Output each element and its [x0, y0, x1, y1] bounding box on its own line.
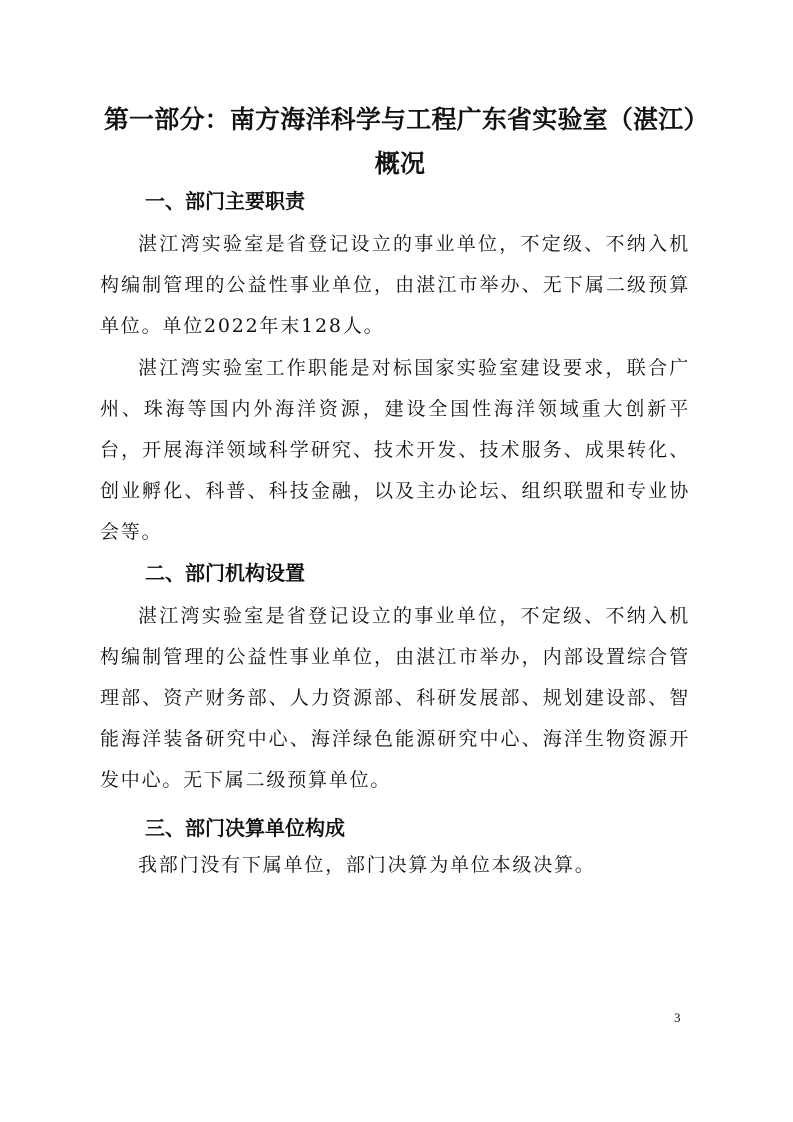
page-number: 3 — [674, 1010, 681, 1025]
section-heading-composition: 三、部门决算单位构成 — [145, 816, 345, 840]
page-title: 第一部分：南方海洋科学与工程广东省实验室（湛江）概况 — [103, 105, 697, 178]
section-heading-duties: 一、部门主要职责 — [145, 189, 305, 213]
paragraph-duties-2: 湛江湾实验室工作职能是对标国家实验室建设要求，联合广州、珠海等国内外海洋资源，建设全国性海洋领域重大创新平台，开展海洋领域科学研究、技术开发、技术服务、成果转化、创业孵化、科普、科技金融，以及主办论坛、组织联盟和专业协会等。 — [100, 357, 690, 543]
paragraph-composition-1: 我部门没有下属单位，部门决算为单位本级决算。 — [138, 854, 596, 876]
paragraph-duties-1: 湛江湾实验室是省登记设立的事业单位，不定级、不纳入机构编制管理的公益性事业单位，由湛江市举办、无下属二级预算单位。单位2022年末128人。 — [100, 233, 690, 337]
paragraph-structure-1: 湛江湾实验室是省登记设立的事业单位，不定级、不纳入机构编制管理的公益性事业单位，由湛江市举办，内部设置综合管理部、资产财务部、人力资源部、科研发展部、规划建设部、智能海洋装备研究中心、海洋绿色能源研究中心、海洋生物资源开发中心。无下属二级预算单位。 — [100, 605, 690, 791]
section-heading-structure: 二、部门机构设置 — [145, 561, 305, 585]
